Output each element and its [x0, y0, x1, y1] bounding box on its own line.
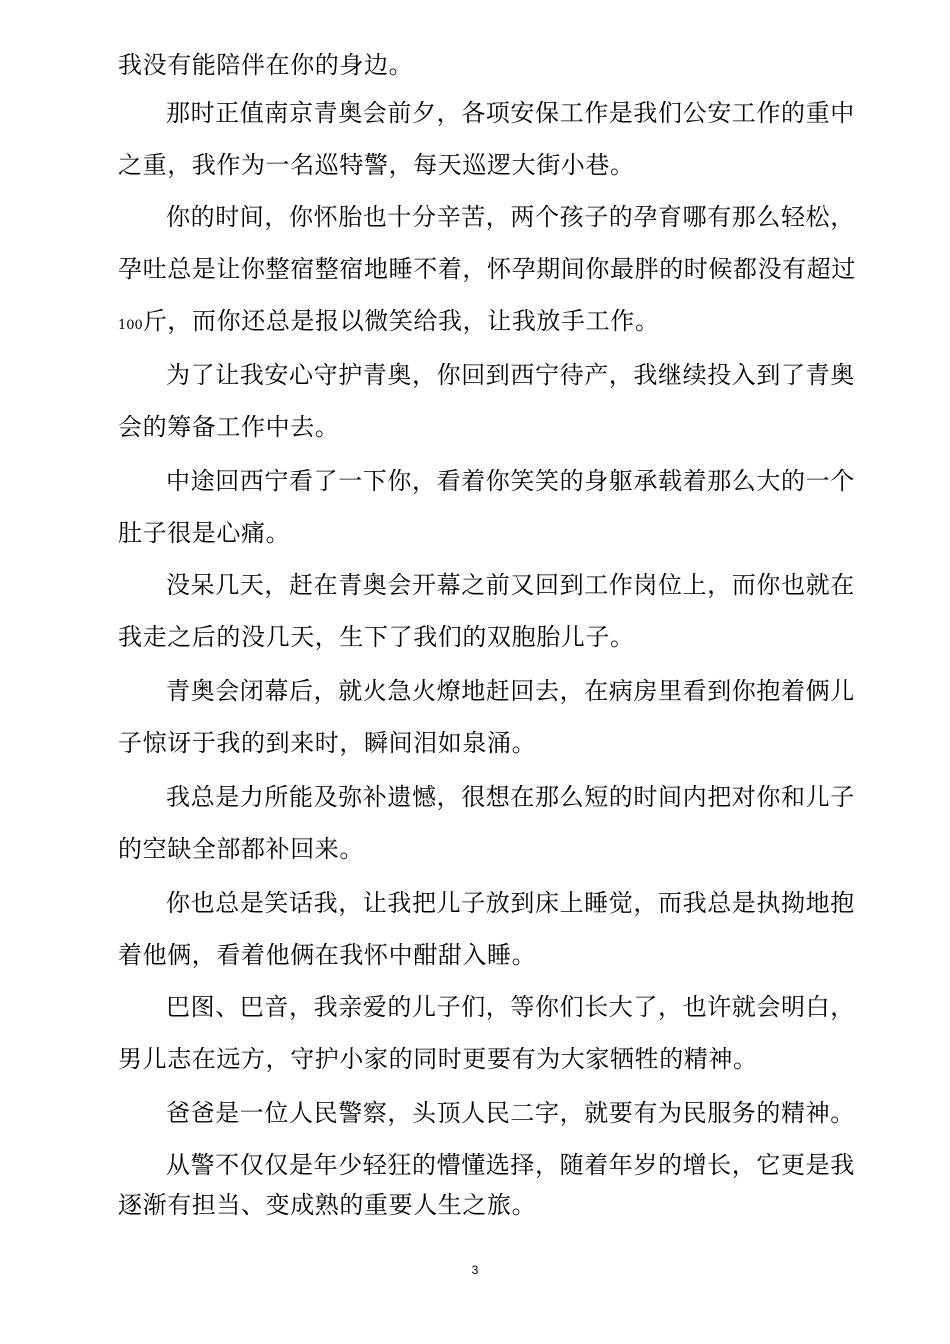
text-line [118, 306, 838, 341]
text-line: 子惊讶于我的到来时，瞬间泪如泉涌。 [118, 729, 537, 757]
text-line: 我走之后的没几天，生下了我们的双胞胎儿子。 [118, 623, 635, 651]
paragraph-line: 没呆几天，赶在青奥会开幕之前又回到工作岗位上，而你也就在 [166, 571, 855, 599]
text-line: 孕吐总是让你整宿整宿地睡不着，怀孕期间你最胖的时候都没有超过 [118, 255, 856, 283]
paragraph-line: 青奥会闭幕后，就火急火燎地赶回去，在病房里看到你抱着俩儿 [166, 677, 855, 705]
paragraph-line: 你也总是笑话我，让我把儿子放到床上睡觉，而我总是执拗地抱 [166, 889, 855, 917]
paragraph-line: 那时正值南京青奥会前夕，各项安保工作是我们公安工作的重中 [166, 99, 855, 127]
text-line: 肚子很是心痛。 [118, 519, 291, 547]
page-number: 3 [471, 1263, 479, 1277]
text-line: 会的筹备工作中去。 [118, 413, 340, 441]
paragraph-line: 我总是力所能及弥补遗憾，很想在那么短的时间内把对你和儿子 [166, 783, 855, 811]
paragraph-line: 从警不仅仅是年少轻狂的懵懂选择，随着年岁的增长，它更是我 [166, 1151, 855, 1179]
text-line: 逐渐有担当、变成熟的重要人生之旅。 [118, 1191, 537, 1219]
paragraph-line: 巴图、巴音，我亲爱的儿子们，等你们长大了，也许就会明白， [166, 993, 855, 1021]
paragraph-line: 你的时间，你怀胎也十分辛苦，两个孩子的孕育哪有那么轻松， [166, 203, 855, 231]
weight-number: 100 [118, 318, 143, 333]
text-line: 我没有能陪伴在你的身边。 [118, 51, 414, 79]
text-line: 之重，我作为一名巡特警，每天巡逻大街小巷。 [118, 151, 635, 179]
paragraph-line: 中途回西宁看了一下你，看着你笑笑的身躯承载着那么大的一个 [166, 467, 855, 495]
text-line: 着他俩，看着他俩在我怀中酣甜入睡。 [118, 941, 537, 969]
text-line: 的空缺全部都补回来。 [118, 835, 364, 863]
paragraph-line: 爸爸是一位人民警察，头顶人民二字，就要有为民服务的精神。 [166, 1099, 855, 1127]
paragraph-line: 为了让我安心守护青奥，你回到西宁待产，我继续投入到了青奥 [166, 361, 855, 389]
text-line: 男儿志在远方，守护小家的同时更要有为大家牺牲的精神。 [118, 1045, 758, 1073]
text-fragment: 斤，而你还总是报以微笑给我，让我放手工作。 [142, 307, 660, 335]
